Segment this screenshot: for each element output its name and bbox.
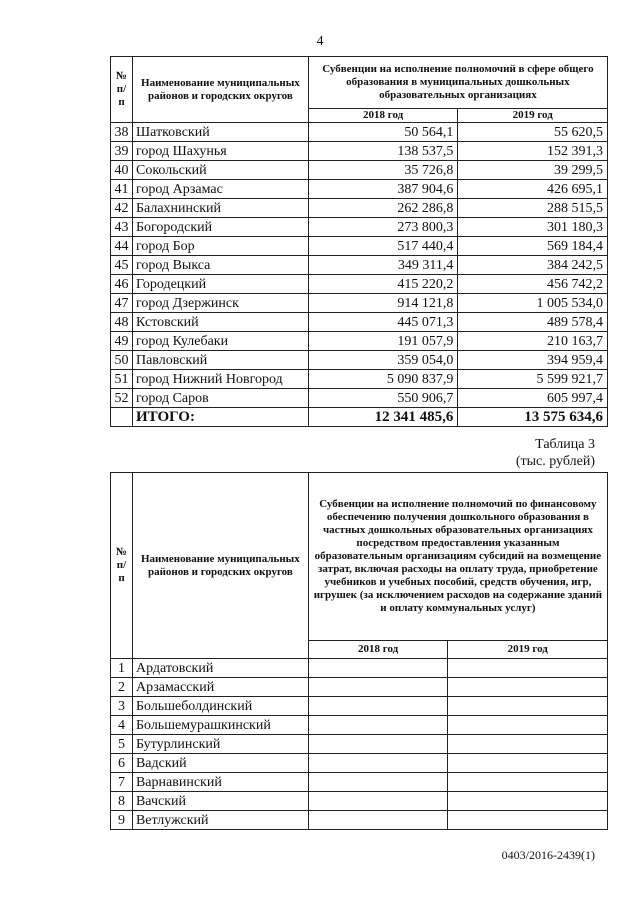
municipality-name: город Кулебаки [132,332,308,351]
column-header-number: № п/п [111,57,133,123]
value-2018: 35 726,8 [308,161,458,180]
value-2019 [448,773,608,792]
table3-title: Таблица 3 [535,437,595,452]
value-2019: 489 578,4 [458,313,608,332]
value-2018: 550 906,7 [308,389,458,408]
row-number: 43 [111,218,133,237]
value-2019: 569 184,4 [458,237,608,256]
row-number: 51 [111,370,133,389]
municipality-name: Вачский [132,792,308,811]
table-row [111,294,608,313]
table3-units: (тыс. рублей) [515,454,595,469]
row-number: 49 [111,332,133,351]
value-2019: 456 742,2 [458,275,608,294]
value-2019: 39 299,5 [458,161,608,180]
value-2019: 288 515,5 [458,199,608,218]
table-row [111,161,608,180]
total-number-cell [111,408,133,427]
column-header-year-2018: 2018 год [308,641,448,659]
row-number: 8 [111,792,133,811]
value-2019 [448,697,608,716]
municipality-name: Бутурлинский [132,735,308,754]
value-2018: 914 121,8 [308,294,458,313]
municipality-name: Вадский [132,754,308,773]
table-row [111,332,608,351]
row-number: 44 [111,237,133,256]
value-2019 [448,792,608,811]
municipality-name: город Шахунья [132,142,308,161]
value-2018: 445 071,3 [308,313,458,332]
value-2018 [308,811,448,830]
table-row [111,389,608,408]
value-2019: 301 180,3 [458,218,608,237]
value-2018 [308,716,448,735]
value-2019 [448,678,608,697]
total-2018: 12 341 485,6 [308,408,458,427]
municipality-name: Ветлужский [132,811,308,830]
value-2019: 394 959,4 [458,351,608,370]
value-2019: 384 242,5 [458,256,608,275]
column-header-name: Наименование муниципальных районов и городских округов [132,57,308,123]
row-number: 4 [111,716,133,735]
value-2018 [308,792,448,811]
column-header-name: Наименование муниципальных районов и городских округов [132,473,308,659]
row-number: 41 [111,180,133,199]
row-number: 50 [111,351,133,370]
municipality-name: город Выкса [132,256,308,275]
municipality-name: Павловский [132,351,308,370]
document-code: 0403/2016-2439(1) [501,848,595,862]
value-2018 [308,697,448,716]
municipality-name: город Саров [132,389,308,408]
table-row [111,659,608,678]
value-2019: 426 695,1 [458,180,608,199]
table-row [111,370,608,389]
municipality-name: Кстовский [132,313,308,332]
total-2019: 13 575 634,6 [458,408,608,427]
value-2019: 1 005 534,0 [458,294,608,313]
value-2019 [448,811,608,830]
value-2019 [448,659,608,678]
table-row [111,351,608,370]
value-2019 [448,754,608,773]
total-label: ИТОГО: [132,408,308,427]
municipality-name: Большеболдинский [132,697,308,716]
value-2018: 349 311,4 [308,256,458,275]
row-number: 6 [111,754,133,773]
value-2019 [448,716,608,735]
table-row [111,313,608,332]
row-number: 2 [111,678,133,697]
row-number: 3 [111,697,133,716]
value-2018: 517 440,4 [308,237,458,256]
row-number: 46 [111,275,133,294]
table-row [111,199,608,218]
value-2019: 5 599 921,7 [458,370,608,389]
value-2019: 55 620,5 [458,123,608,142]
value-2018 [308,678,448,697]
value-2018: 191 057,9 [308,332,458,351]
value-2018 [308,659,448,678]
row-number: 7 [111,773,133,792]
municipality-name: город Нижний Новгород [132,370,308,389]
value-2019: 605 997,4 [458,389,608,408]
municipality-name: Большемурашкинский [132,716,308,735]
municipality-name: Ардатовский [132,659,308,678]
table-row [111,811,608,830]
column-header-subsidy: Субвенции на исполнение полномочий по финансовому обеспечению получения дошкольного образования в частных дошкольных образовательных организациях посредством предоставления указанным образовательным организациям субсидий на возмещение затрат, включая расходы на оплату труда, приобретение учебников и учебных пособий, средств обучения, игр, игрушек (за исключением расходов на содержание зданий и оплату коммунальных услуг) [308,473,607,641]
row-number: 39 [111,142,133,161]
value-2018 [308,735,448,754]
value-2018: 5 090 837,9 [308,370,458,389]
row-number: 48 [111,313,133,332]
value-2019: 152 391,3 [458,142,608,161]
municipality-name: город Бор [132,237,308,256]
column-header-subsidy: Субвенции на исполнение полномочий в сфере общего образования в муниципальных дошкольных образовательных организациях [308,57,607,109]
table-row [111,256,608,275]
municipality-name: Сокольский [132,161,308,180]
column-header-year-2019: 2019 год [458,109,608,123]
row-number: 42 [111,199,133,218]
row-number: 38 [111,123,133,142]
row-number: 1 [111,659,133,678]
table-row [111,754,608,773]
municipality-name: Арзамасский [132,678,308,697]
municipality-name: Шатковский [132,123,308,142]
column-header-year-2018: 2018 год [308,109,458,123]
row-number: 45 [111,256,133,275]
value-2018: 359 054,0 [308,351,458,370]
subsidy-table-private [110,472,608,830]
table-row [111,237,608,256]
table-row [111,697,608,716]
value-2019: 210 163,7 [458,332,608,351]
table-row [111,716,608,735]
table-row [111,678,608,697]
total-row [111,408,608,427]
municipality-name: Варнавинский [132,773,308,792]
table-row [111,180,608,199]
value-2018 [308,773,448,792]
table-row [111,142,608,161]
municipality-name: Городецкий [132,275,308,294]
page-number: 4 [316,34,324,49]
subsidy-table-general [110,56,608,427]
value-2018: 273 800,3 [308,218,458,237]
value-2018 [308,754,448,773]
row-number: 9 [111,811,133,830]
column-header-number: № п/п [111,473,133,659]
row-number: 40 [111,161,133,180]
row-number: 5 [111,735,133,754]
municipality-name: Богородский [132,218,308,237]
value-2018: 387 904,6 [308,180,458,199]
table-row [111,773,608,792]
municipality-name: город Арзамас [132,180,308,199]
value-2018: 138 537,5 [308,142,458,161]
column-header-year-2019: 2019 год [448,641,608,659]
table-row [111,123,608,142]
table-row [111,735,608,754]
table-row [111,792,608,811]
value-2018: 50 564,1 [308,123,458,142]
value-2019 [448,735,608,754]
value-2018: 415 220,2 [308,275,458,294]
value-2018: 262 286,8 [308,199,458,218]
table-row [111,275,608,294]
table-row [111,218,608,237]
row-number: 47 [111,294,133,313]
municipality-name: город Дзержинск [132,294,308,313]
row-number: 52 [111,389,133,408]
municipality-name: Балахнинский [132,199,308,218]
